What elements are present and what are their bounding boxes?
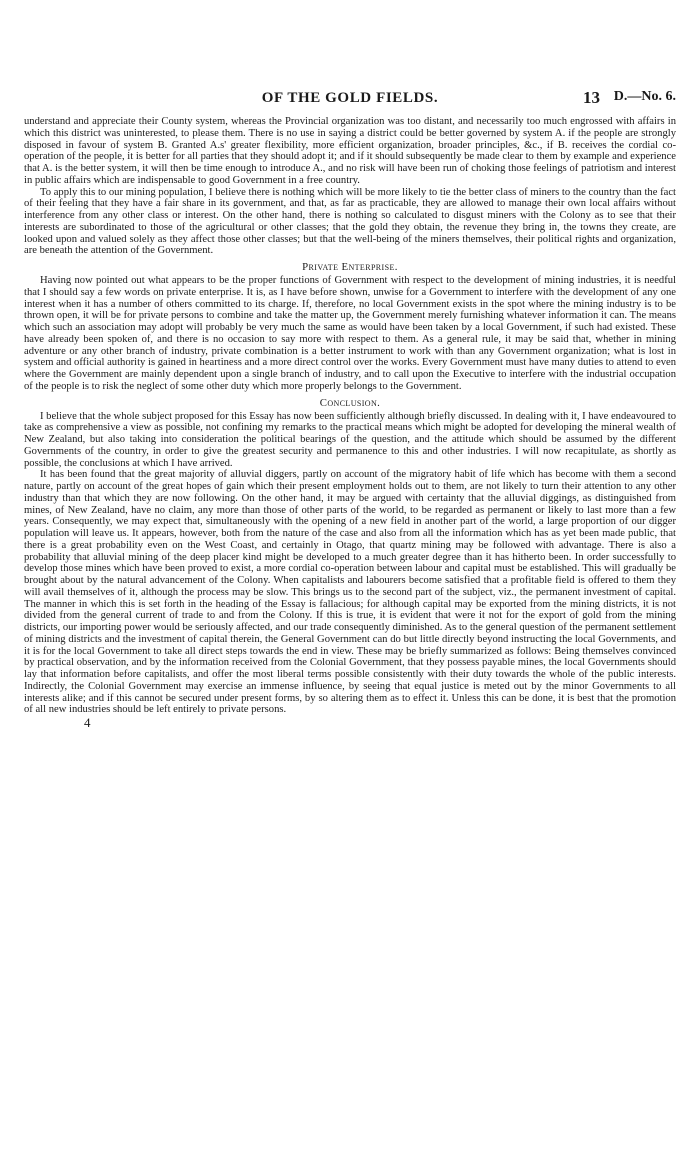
paragraph-conclusion-summary: It has been found that the great majority of alluvial diggers, partly on account of the migratory habit of life which has become with them a second nature, partly on account of the great hopes of gain which their present employment holds out to them, are not likely to turn their attention to any other industry than that which they are now following. On the other hand, it may be argued with certainty that the alluvial diggings, as distinguished from mines, of New Zealand, have no claim, any more than those of other parts of the world, to be regarded as permanent or likely to last more than a few years. Consequently, we may expect that, simultaneously with the opening of a new field in another part of the world, a large proportion of our digger population will leave us. It appears, however, both from the nature of the case and also from all the information which has as yet been made public, that there is a great probability even on the West Coast, and certainly in Otago, that quartz mining may be followed with advantage. There is also a probability that alluvial mining of the deep placer kind might be developed to a much greater degree than it has hitherto been. In order successfully to develop those mines which have been proved to exist, a more cordial co-operation between labour and capital must be established. This will gradually be brought about by the natural advancement of the Colony. When capitalists and labourers become satisfied that a profitable field is offered to them they will avail themselves of it, although the process may be slow. This brings us to the second part of the subject, viz., the permanent investment of capital. The manner in which this is set forth in the heading of the Essay is fallacious; for although capital may be exported from the mining districts, it is not divided from the general current of trade to and from the Colony. If this is true, it is evident that were it not for the export of gold from the mining districts, our importing power would be seriously affected, and our trade consequently diminished. As to the general question of the permanent settlement of mining districts and the investment of capital therein, the General Government can do but little directly beyond instructing the local Governments, and it is for the local Government to take all direct steps towards the end in view. These may be briefly summarized as follows: Being themselves convinced by practical observation, and by the information received from the Colonial Government, that they possess payable mines, the local Governments should lay that information before capitalists, and offer the most liberal terms possible consistently with their duty towards the whole of the public interests. Indirectly, the Colonial Government may exercise an immense influence, by seeing that equal justice is meted out by the minor Governments to all interests alike; and if this cannot be secured under present forms, by so altering them as to effect it. Unless this can be done, it is best that the promotion of all new industries should be left entirely to private persons.	[24, 469, 676, 716]
document-body	[24, 116, 676, 730]
paragraph-private-enterprise: Having now pointed out what appears to be the proper functions of Government with respect to the development of mining industries, it is needful that I should say a few words on private enterprise. It is, as I have before shown, unwise for a Government to interfere with the development of any one interest when it has a number of others committed to its charge. If, therefore, no local Government exists in the spot where the mining industry is to be thrown open, it will be for private persons to combine and take the matter up, the Government merely furnishing whatever information it can. The means which such an association may adopt will probably be very much the same as would have been taken by a local Government, if such had existed. These have already been spoken of, and there is no occasion to say more with respect to them. As a general rule, it may be said that, whether in mining adventure or any other branch of industry, private combination is a better instrument to work with than any Government organization; what is lost in system and official authority is gained in heartiness and a more direct control over the works. Every Government must have many duties to attend to even where the Government are mainly dependent upon a single branch of industry, and to call upon the Executive to interfere with the industrial occupation of the people is to risk the neglect of some other duty which more properly belongs to the Government.	[24, 275, 676, 392]
section-heading-private-enterprise: Private Enterprise.	[302, 261, 398, 273]
page-title: OF THE GOLD FIELDS.	[261, 90, 439, 106]
document-reference: D.—No. 6.	[613, 89, 676, 104]
section-heading-conclusion: Conclusion.	[319, 396, 381, 409]
document-page	[24, 0, 676, 730]
paragraph-continuation: understand and appreciate their County system, whereas the Provincial organization was too distant, and necessarily too much engrossed with affairs in which this district was uninterested, to please them. There is no use in saying a district could be better governed by system A. if the people are strongly disposed in favour of system B. Granted A.s' greater flexibility, more efficient organization, broader principles, &c., if B. receives the cordial co-operation of the people, it is better for all parties that they should adopt it; and if it should subsequently be made clear to them by example and experience that A. is the better system, it will then be time enough to introduce A., and no risk will have been run of choking those feelings of patriotism and interest in public affairs which are indispensable to good Government in a free country.	[24, 116, 676, 186]
page-header	[24, 86, 676, 116]
paragraph-mining-population: To apply this to our mining population, I believe there is nothing which will be more likely to tie the better class of miners to the country than the fact of their feeling that they have a fair share in its government, and that, as far as practicable, they are allowed to manage their own local affairs without interference from any other class or interest. On the other hand, there is nothing so calculated to disgust miners with the Colony as to see that their interests are subordinated to those of the agricultural or other classes; that the gold they obtain, the revenue they bring in, the towns they create, are looked upon and valued solely as they affect those other classes; but that the well-being of the miners themselves, their political rights and organization, are beneath the attention of the Government.	[24, 186, 676, 257]
paragraph-conclusion-intro: I believe that the whole subject proposed for this Essay has now been sufficiently although briefly discussed. In dealing with it, I have endeavoured to take as comprehensive a view as possible, not confining my remarks to the practical means which might be adopted for developing the mineral wealth of New Zealand, but also taking into consideration the political bearings of the question, and the attitude which should be assumed by the different Governments of the country, in order to give the greatest security and permanence to this and other industries. I will now recapitulate, as shortly as possible, the conclusions at which I have arrived.	[24, 410, 676, 469]
page-number: 13	[583, 88, 600, 107]
signature-number: 4	[84, 715, 91, 730]
